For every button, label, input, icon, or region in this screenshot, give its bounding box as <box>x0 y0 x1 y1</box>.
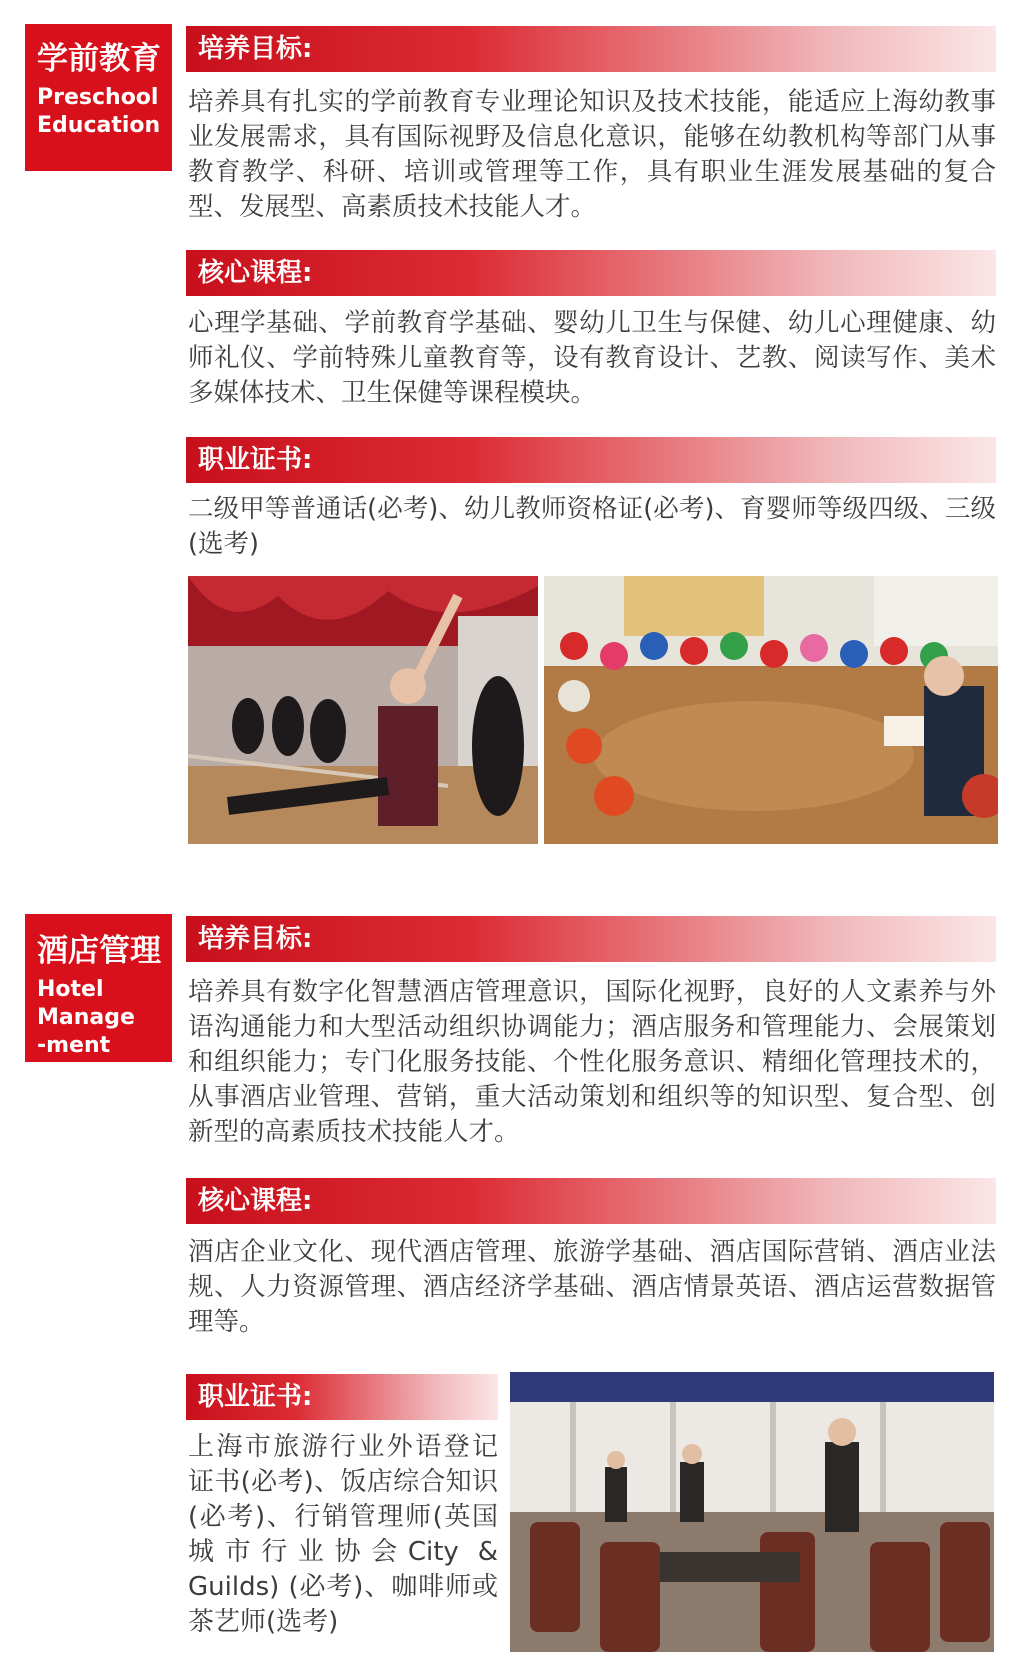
certs-heading: 职业证书: <box>186 1374 498 1420</box>
kindergarten-photo <box>544 576 998 844</box>
badge-title-cn: 酒店管理 <box>37 933 161 969</box>
certs-heading: 职业证书: <box>186 437 996 483</box>
badge-title-en: Preschool Education <box>37 85 161 138</box>
courses-heading: 核心课程: <box>186 250 996 296</box>
section-badge-hotel <box>25 914 172 1062</box>
dance-class-photo <box>188 576 538 844</box>
goal-text: 培养具有扎实的学前教育专业理论知识及技术技能，能适应上海幼教事业发展需求，具有国际视野及信息化意识，能够在幼教机构等部门从事教育教学、科研、培训或管理等工作，具有职业生涯发展基础的复合型、发展型、高素质技术技能人才。 <box>188 87 996 222</box>
badge-title-en: Hotel Manage -ment <box>37 977 135 1058</box>
badge-title-cn: 学前教育 <box>37 41 161 77</box>
courses-text: 心理学基础、学前教育学基础、婴幼儿卫生与保健、幼儿心理健康、幼师礼仪、学前特殊儿童教育等，设有教育设计、艺教、阅读写作、美术多媒体技术、卫生保健等课程模块。 <box>188 308 996 408</box>
goal-heading: 培养目标: <box>186 26 996 72</box>
goal-text: 培养具有数字化智慧酒店管理意识，国际化视野，良好的人文素养与外语沟通能力和大型活动组织协调能力；酒店服务和管理能力、会展策划和组织能力；专门化服务技能、个性化服务意识、精细化管理技术的，从事酒店业管理、营销，重大活动策划和组织等的知识型、复合型、创新型的高素质技术技能人才。 <box>188 977 996 1147</box>
goal-heading: 培养目标: <box>186 916 996 962</box>
hotel-restaurant-photo <box>510 1372 994 1652</box>
section-badge-preschool <box>25 24 172 171</box>
certs-text: 上海市旅游行业外语登记证书(必考)、饭店综合知识(必考)、行销管理师(英国城市行业协会City & Guilds) (必考)、咖啡师或茶艺师(选考) <box>188 1432 498 1637</box>
courses-heading: 核心课程: <box>186 1178 996 1224</box>
courses-text: 酒店企业文化、现代酒店管理、旅游学基础、酒店国际营销、酒店业法规、人力资源管理、酒店经济学基础、酒店情景英语、酒店运营数据管理等。 <box>188 1237 996 1337</box>
certs-text: 二级甲等普通话(必考)、幼儿教师资格证(必考)、育婴师等级四级、三级(选考) <box>188 494 996 559</box>
